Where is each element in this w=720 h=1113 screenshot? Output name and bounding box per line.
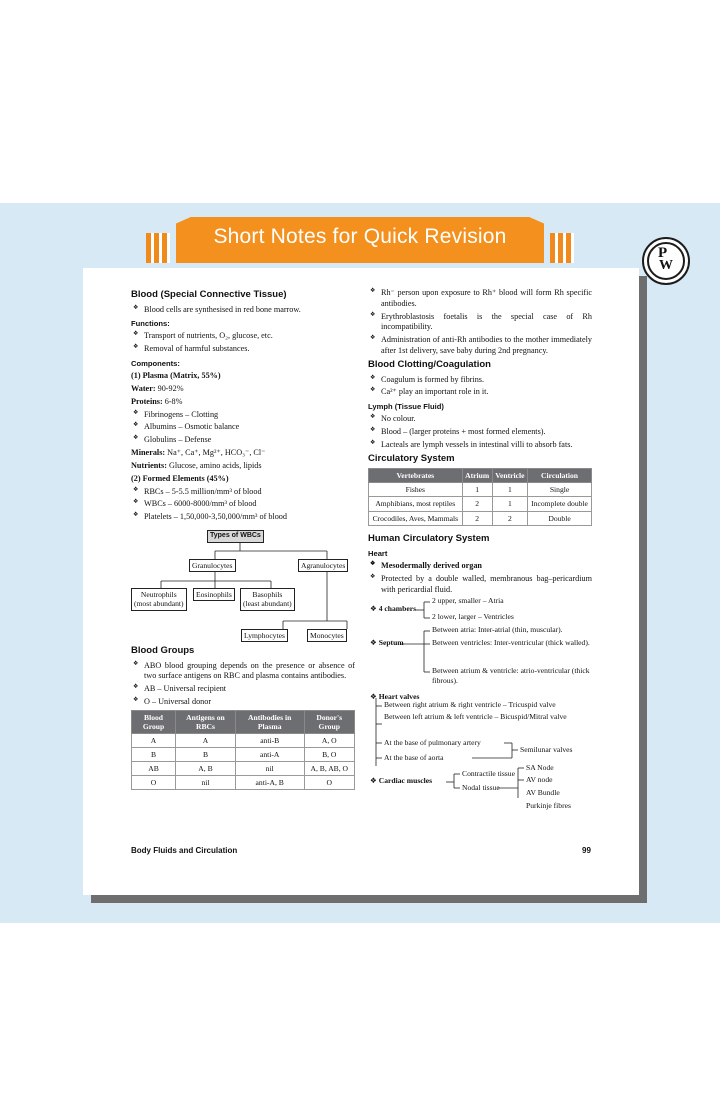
table-header: Donor's Group — [304, 710, 355, 733]
septum-atrioventricular: Between atrium & ventricle: atrio-ventricular (thick fibrous). — [432, 665, 590, 685]
septum-ventricles: Between ventricles: Inter-ventricular (thick walled). — [432, 637, 590, 647]
chapter-footer: Body Fluids and Circulation — [131, 846, 238, 855]
table-row — [369, 511, 592, 525]
table-row — [132, 748, 355, 762]
blood-heading: Blood (Special Connective Tissue) — [131, 289, 287, 300]
valve-bicuspid: Between left atrium & left ventricle – Bicuspid/Mitral valve — [384, 711, 567, 721]
table-cell: 1 — [492, 497, 527, 511]
blood-group-table — [131, 710, 355, 791]
table-header: Blood Group — [132, 710, 176, 733]
proteins-line — [131, 397, 355, 408]
minerals-label: Minerals: — [131, 448, 166, 458]
lymphocytes-box: Lymphocytes — [241, 629, 288, 642]
table-row — [369, 483, 592, 497]
eosinophils-box: Eosinophils — [193, 588, 235, 601]
list-item: ❖ Administration of anti-Rh antibodies to the mother immediately after 1st delivery, save baby during 2nd pregnancy. — [368, 335, 592, 357]
circulatory-heading: Circulatory System — [368, 452, 455, 464]
semilunar-label: Semilunar valves — [520, 744, 573, 754]
list-item: ❖ Transport of nutrients, O₂, glucose, etc. — [131, 331, 355, 342]
right-column — [368, 287, 592, 810]
basophils-label: Basophils — [252, 589, 283, 599]
sa-node: SA Node — [526, 762, 554, 772]
chambers-item: ❖ 4 chambers — [370, 603, 417, 613]
blood-intro-list — [131, 305, 355, 316]
table-header-row — [369, 469, 592, 483]
circulation-table — [368, 468, 592, 525]
blood-groups-heading: Blood Groups — [131, 644, 195, 656]
list-item: ❖ Ca²⁺ play an important role in it. — [368, 387, 592, 398]
valve-aorta: At the base of aorta — [384, 752, 444, 762]
chambers-upper: 2 upper, smaller – Atria — [432, 595, 504, 605]
wbc-types-head: Types of WBCs — [207, 530, 264, 543]
list-item: ❖ Erythroblastosis foetalis is the special case of Rh incompatibility. — [368, 312, 592, 334]
pw-logo — [642, 237, 690, 285]
minerals-line — [131, 448, 355, 459]
table-cell: 1 — [492, 483, 527, 497]
table-cell: 1 — [462, 483, 492, 497]
list-item: ❖ Fibrinogens – Clotting — [131, 410, 355, 421]
logo-letter-w: W — [659, 258, 673, 273]
left-column — [131, 287, 355, 790]
table-cell: 2 — [492, 511, 527, 525]
septum-item: ❖ Septum — [370, 637, 404, 647]
table-cell: O — [304, 776, 355, 790]
clotting-list — [368, 375, 592, 399]
septum-atria: Between atria: Inter-atrial (thin, muscular). — [432, 624, 563, 634]
list-item: ❖ Blood – (larger proteins + most formed elements). — [368, 427, 592, 438]
nodal-tissue: Nodal tissue — [462, 782, 500, 792]
nutrients-label: Nutrients: — [131, 460, 167, 470]
av-bundle: AV Bundle — [526, 787, 560, 797]
table-row — [132, 734, 355, 748]
heart-heading: Heart — [368, 549, 388, 559]
blood-groups-list — [131, 661, 355, 708]
water-line — [131, 384, 355, 395]
basophils-box — [240, 588, 295, 611]
purkinje-fibres: Purkinje fibres — [526, 800, 571, 810]
neutrophils-label: Neutrophils — [140, 589, 177, 599]
table-cell: A, B — [176, 762, 236, 776]
basophils-note: (least abundant) — [243, 599, 292, 609]
table-cell: A — [176, 734, 236, 748]
table-cell: AB — [132, 762, 176, 776]
table-header: Antibodies in Plasma — [235, 710, 304, 733]
septum-label: Septum — [378, 637, 404, 647]
formed-elements-heading: (2) Formed Elements (45%) — [131, 473, 229, 483]
list-item: ❖ AB – Universal recipient — [131, 684, 355, 695]
list-item: ❖ Removal of harmful substances. — [131, 344, 355, 355]
heart-list — [368, 561, 592, 595]
proteins-label: Proteins: — [131, 396, 163, 406]
wbc-types-diagram — [131, 525, 355, 645]
neutrophils-note: (most abundant) — [134, 599, 184, 609]
list-item: ❖ ABO blood grouping depends on the presence or absence of two surface antigens on RBC and plasma contains antibodies. — [131, 661, 355, 683]
page-number: 99 — [582, 846, 591, 855]
components-heading: Components: — [131, 359, 180, 369]
table-header: Atrium — [462, 469, 492, 483]
table-header: Antigens on RBCs — [176, 710, 236, 733]
table-cell: anti-B — [235, 734, 304, 748]
table-cell: 2 — [462, 497, 492, 511]
table-cell: Double — [528, 511, 592, 525]
table-row — [132, 762, 355, 776]
lymph-list — [368, 414, 592, 450]
nutrients-line — [131, 461, 355, 472]
list-item: ❖ Protected by a double walled, membranous bag–pericardium with pericardial fluid. — [368, 574, 592, 596]
list-item: ❖ Lacteals are lymph vessels in intestinal villi to absorb fats. — [368, 440, 592, 451]
table-cell: nil — [235, 762, 304, 776]
table-cell: anti-A, B — [235, 776, 304, 790]
water-label: Water: — [131, 383, 156, 393]
list-item: ❖ WBCs – 6000-8000/mm³ of blood — [131, 499, 355, 510]
table-header-row — [132, 710, 355, 733]
table-cell: Crocodiles, Aves, Mammals — [369, 511, 463, 525]
agranulocytes-box: Agranulocytes — [298, 559, 348, 572]
heart-structure-diagram — [368, 595, 592, 810]
table-row — [132, 776, 355, 790]
av-node: AV node — [526, 774, 553, 784]
list-item: ❖ Platelets – 1,50,000-3,50,000/mm³ of blood — [131, 512, 355, 523]
logo-letter-p: P — [658, 245, 668, 261]
table-cell: Fishes — [369, 483, 463, 497]
human-circulatory-heading: Human Circulatory System — [368, 532, 490, 544]
table-row — [369, 497, 592, 511]
list-item: ❖ Mesodermally derived organ — [368, 561, 592, 572]
nutrients-value: Glucose, amino acids, lipids — [166, 460, 262, 470]
list-item: ❖ Blood cells are synthesised in red bone marrow. — [131, 305, 355, 316]
table-header: Vertebrates — [369, 469, 463, 483]
table-cell: A, B, AB, O — [304, 762, 355, 776]
list-item: ❖ Rh⁻ person upon exposure to Rh⁺ blood will form Rh specific antibodies. — [368, 288, 592, 310]
right-stripe-decoration — [550, 233, 574, 263]
proteins-value: 6-8% — [162, 396, 183, 406]
water-value: 90-92% — [155, 383, 184, 393]
table-cell: Incomplete double — [528, 497, 592, 511]
list-item: ❖ Globulins – Defense — [131, 435, 355, 446]
cardiac-label: Cardiac muscles — [378, 775, 433, 785]
list-item: ❖ Coagulum is formed by fibrins. — [368, 375, 592, 386]
table-cell: Amphibians, most reptiles — [369, 497, 463, 511]
cardiac-item: ❖ Cardiac muscles — [370, 775, 433, 785]
chambers-lower: 2 lower, larger – Ventricles — [432, 611, 514, 621]
list-item: ❖ O – Universal donor — [131, 697, 355, 708]
lymph-heading: Lymph (Tissue Fluid) — [368, 402, 444, 412]
valves-label: Heart valves — [378, 691, 420, 701]
left-stripe-decoration — [146, 233, 170, 263]
table-cell: 2 — [462, 511, 492, 525]
table-cell: B — [176, 748, 236, 762]
formed-elements-list — [131, 487, 355, 523]
table-cell: Single — [528, 483, 592, 497]
granulocytes-box: Granulocytes — [189, 559, 236, 572]
proteins-list — [131, 410, 355, 446]
functions-list — [131, 331, 355, 355]
minerals-value: Na⁺, Ca⁺, Mg²⁺, HCO₃⁻, Cl⁻ — [165, 448, 266, 458]
rh-list — [368, 288, 592, 357]
table-header: Ventricle — [492, 469, 527, 483]
list-item: ❖ RBCs – 5-5.5 million/mm³ of blood — [131, 487, 355, 498]
wbc-diagram-connectors — [131, 525, 355, 645]
list-item: ❖ Albumins – Osmotic balance — [131, 422, 355, 433]
neutrophils-box — [131, 588, 187, 611]
header-banner — [146, 217, 574, 265]
monocytes-box: Monocytes — [307, 629, 347, 642]
chambers-label: 4 chambers — [378, 603, 417, 613]
table-cell: anti-A — [235, 748, 304, 762]
plasma-heading: (1) Plasma (Matrix, 55%) — [131, 371, 221, 381]
table-cell: B — [132, 748, 176, 762]
valve-pulmonary: At the base of pulmonary artery — [384, 737, 481, 747]
clotting-heading: Blood Clotting/Coagulation — [368, 358, 491, 370]
table-cell: B, O — [304, 748, 355, 762]
list-item: ❖ No colour. — [368, 414, 592, 425]
table-cell: A — [132, 734, 176, 748]
banner-title: Short Notes for Quick Revision — [213, 225, 507, 248]
table-cell: O — [132, 776, 176, 790]
table-cell: nil — [176, 776, 236, 790]
table-cell: A, O — [304, 734, 355, 748]
valve-tricuspid: Between right atrium & right ventricle – Tricuspid valve — [384, 699, 556, 709]
functions-heading: Functions: — [131, 319, 170, 329]
table-header: Circulation — [528, 469, 592, 483]
contractile-tissue: Contractile tissue — [462, 768, 515, 778]
valves-item: ❖ Heart valves — [370, 691, 420, 701]
